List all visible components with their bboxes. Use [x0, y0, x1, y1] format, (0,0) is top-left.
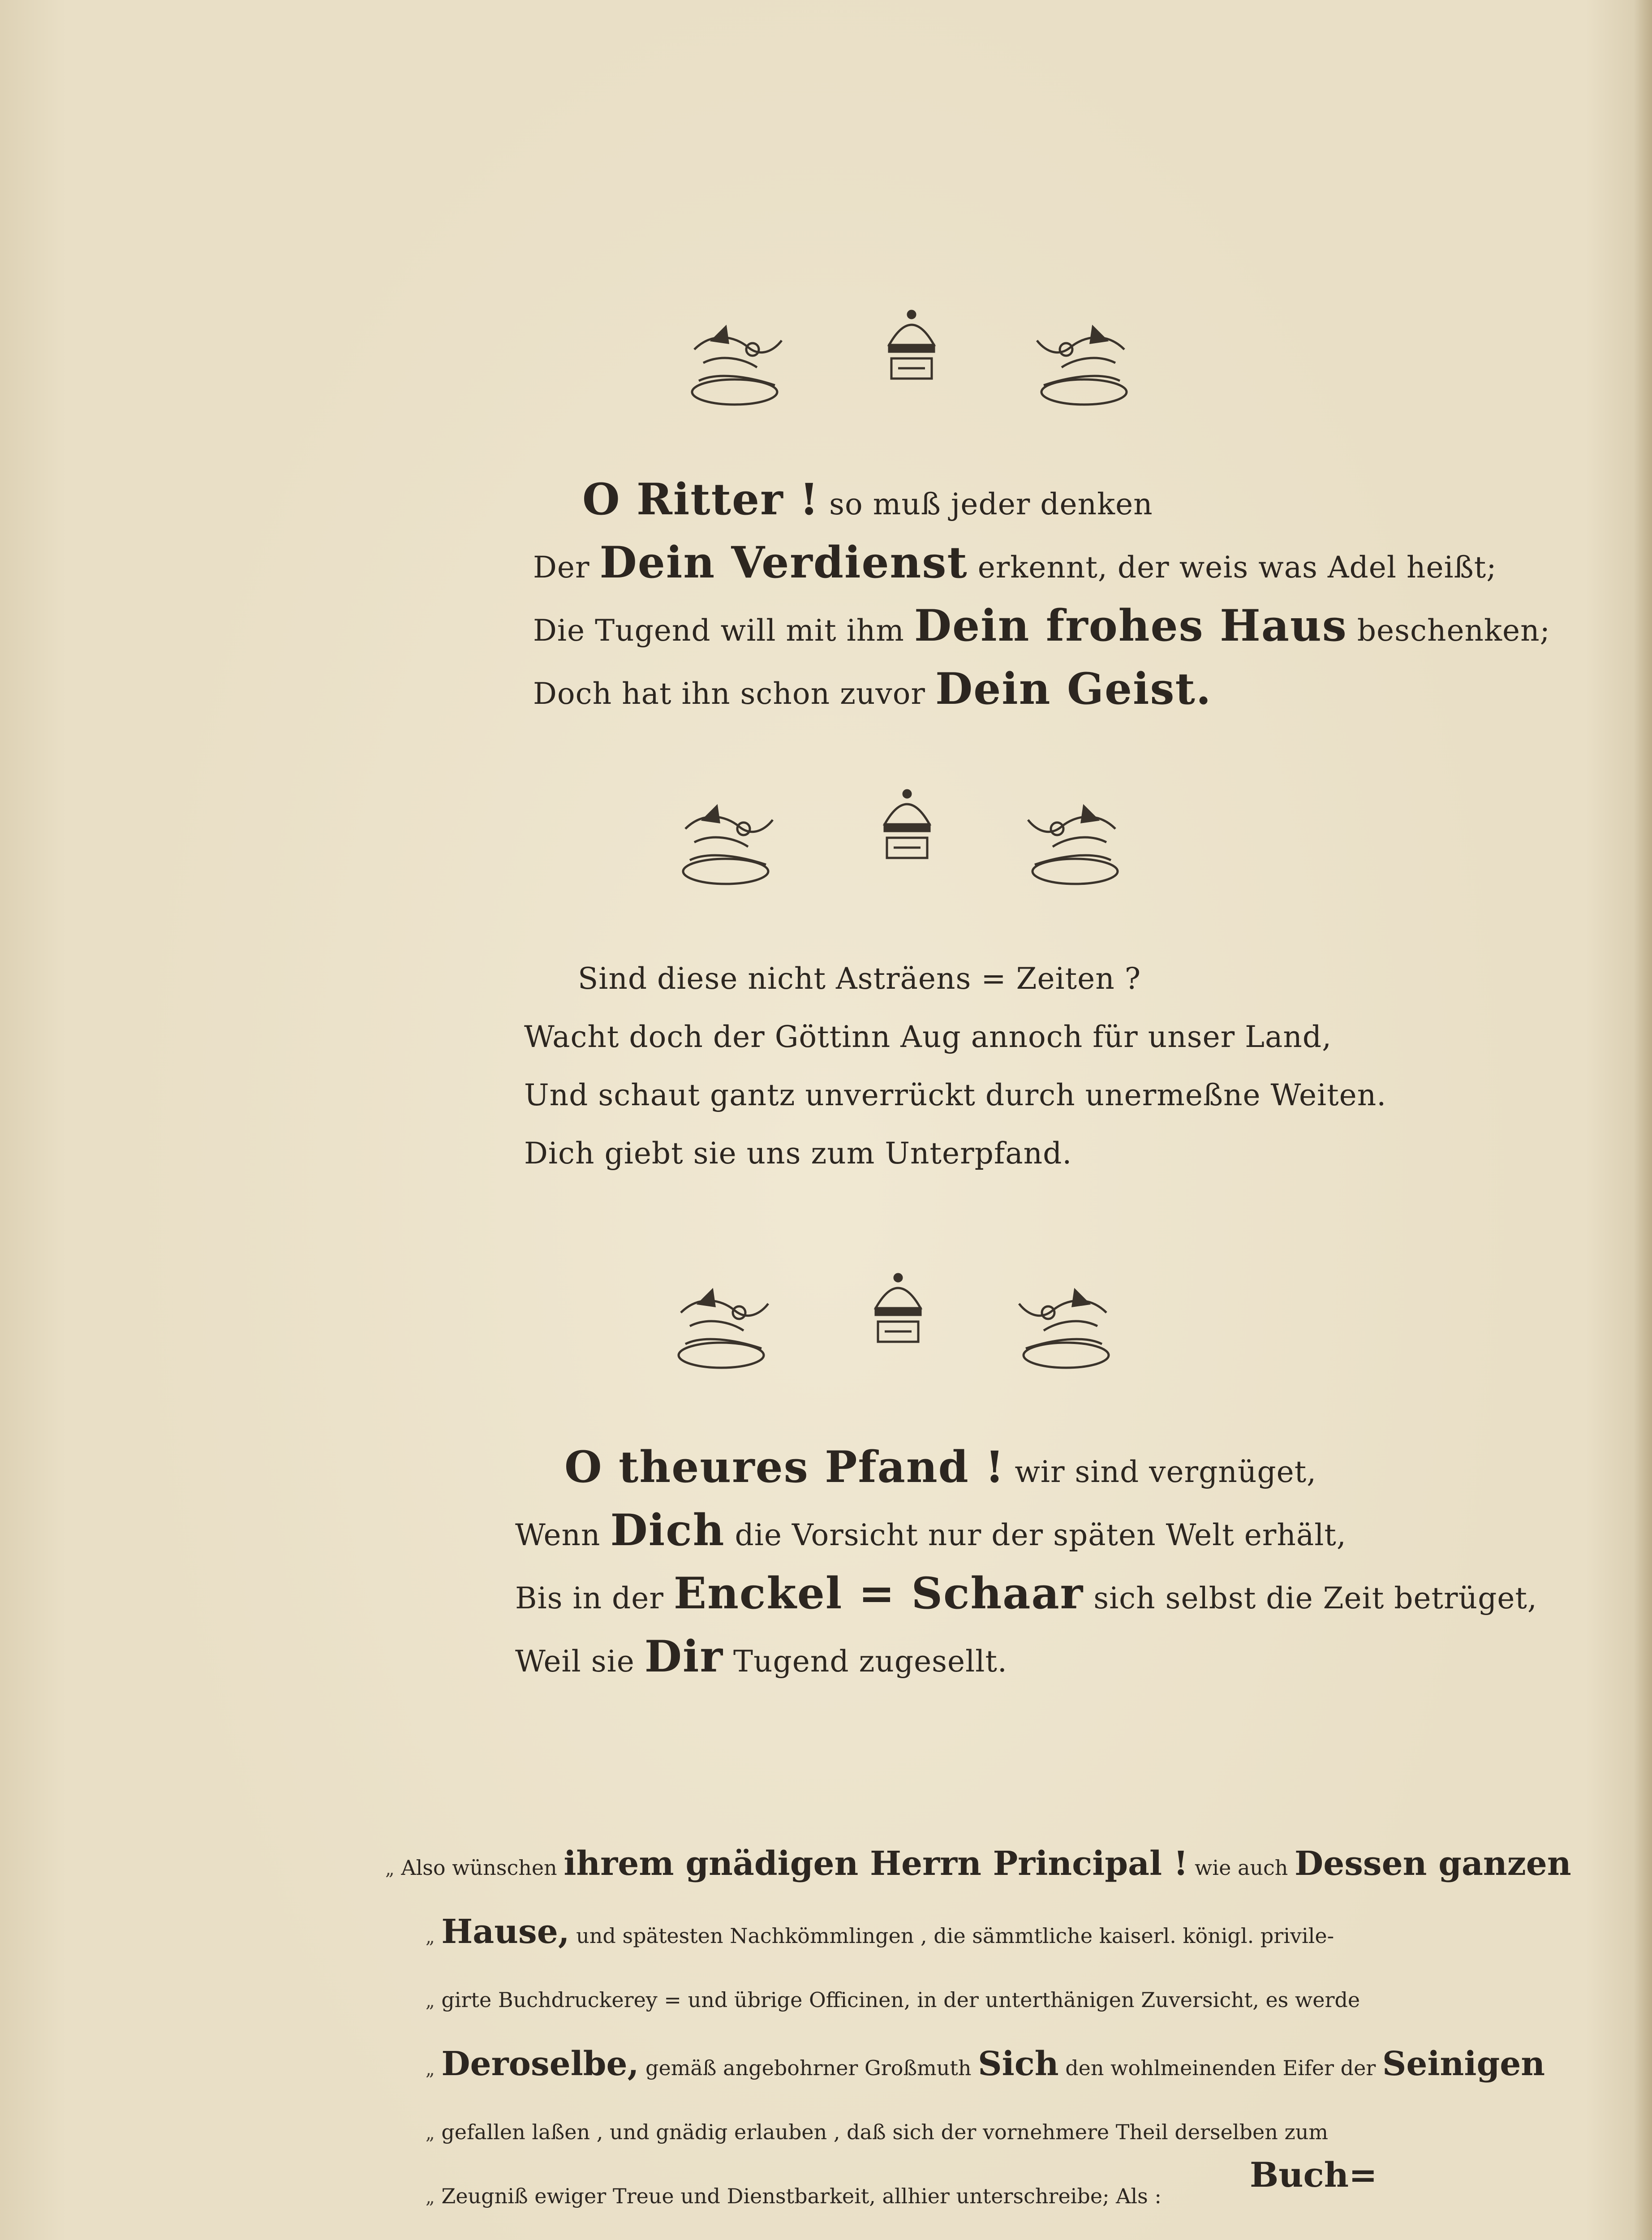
note-text: wie auch: [1188, 1856, 1295, 1880]
note-text-emphasis: Hause,: [441, 1913, 570, 1951]
quote-mark: „: [426, 1927, 435, 1947]
stanza-text: Tugend zugesellt.: [723, 1644, 1007, 1679]
stanza-text: die Vorsicht nur der späten Welt erhält,: [725, 1518, 1347, 1552]
stanza-text-emphasis: O theures Pfand !: [564, 1442, 1005, 1492]
note-text: gemäß angebohrner Großmuth: [639, 2056, 978, 2080]
stanza-text: Wenn: [515, 1518, 611, 1552]
stanza-line: [515, 1628, 1366, 1691]
note-text: gefallen laßen , und gnädig erlauben , daß sich der vornehmere Theil derselben zum: [441, 2120, 1328, 2144]
stanza-line: [515, 1564, 1537, 1628]
note-text: Zeugniß ewiger Treue und Dienstbarkeit, allhier unterschreibe; Als :: [441, 2184, 1162, 2208]
ornament-row-3: [0, 1263, 1652, 1389]
stanza-line: [515, 660, 1366, 723]
stanza-1: [515, 470, 1550, 723]
stanza-text: Wacht doch der Göttinn Aug annoch für unser Land,: [524, 1020, 1332, 1054]
stanza-text: Der: [533, 550, 600, 585]
note-line: [385, 2165, 1389, 2229]
stanza-2: [515, 950, 1387, 1183]
stanza-text-emphasis: Dein Verdienst: [599, 537, 968, 588]
stanza-line: [515, 534, 1497, 597]
stanza-text-emphasis: Dein Geist.: [935, 663, 1212, 714]
stanza-text-emphasis: Enckel = Schaar: [673, 1568, 1084, 1619]
stanza-text: Und schaut gantz unverrückt durch unermeßne Weiten.: [524, 1078, 1387, 1112]
stanza-line: [515, 1501, 1366, 1564]
stanza-line: [515, 1008, 1366, 1066]
stanza-line: [515, 597, 1550, 660]
stanza-line: [515, 1438, 1366, 1501]
note-text: und spätesten Nachkömmlingen , die sämmtliche kaiserl. königl. privile-: [569, 1924, 1334, 1948]
stanza-text-emphasis: Dein frohes Haus: [914, 600, 1347, 651]
stanza-line: [515, 1124, 1366, 1183]
note-line: [385, 1969, 1389, 2033]
left-cherub-ornament-icon: [676, 802, 779, 887]
note-line: [385, 1900, 1389, 1969]
quote-mark: „: [426, 2059, 435, 2080]
stanza-text: Dich giebt sie uns zum Unterpfand.: [524, 1136, 1072, 1171]
note-text-emphasis: Seinigen: [1382, 2045, 1545, 2083]
note-text: den wohlmeinenden Eifer der: [1058, 2056, 1382, 2080]
right-cherub-ornament-icon: [1030, 323, 1133, 408]
left-cherub-ornament-icon: [685, 323, 788, 408]
ornament-row-1: [0, 296, 1652, 421]
crown-ornament-icon: [867, 1268, 929, 1348]
left-cherub-ornament-icon: [672, 1286, 775, 1371]
quote-mark: „: [426, 2187, 435, 2208]
stanza-line: [515, 1066, 1387, 1124]
stanza-text: Die Tugend will mit ihm: [533, 613, 914, 648]
quote-mark: „: [426, 2123, 435, 2144]
stanza-text: Doch hat ihn schon zuvor: [533, 676, 935, 711]
ornament-row-2: [0, 780, 1652, 905]
note-line: [385, 2033, 1545, 2101]
stanza-line: [515, 950, 1366, 1008]
note-text-emphasis: Deroselbe,: [441, 2045, 639, 2083]
stanza-text: so muß jeder denken: [819, 487, 1153, 521]
stanza-text: erkennt, der weis was Adel heißt;: [968, 550, 1497, 585]
stanza-line: [515, 470, 1366, 534]
crown-ornament-icon: [876, 784, 938, 865]
stanza-text: beschenken;: [1347, 613, 1550, 648]
quote-mark: „: [385, 1859, 395, 1879]
stanza-text: Weil sie: [515, 1644, 645, 1679]
closing-note: [385, 1832, 1571, 2229]
stanza-text-emphasis: O Ritter !: [582, 474, 820, 525]
stanza-text: sich selbst die Zeit betrüget,: [1084, 1581, 1537, 1615]
stanza-text: Bis in der: [515, 1581, 674, 1615]
stanza-3: [515, 1438, 1537, 1691]
note-text-emphasis: ihrem gnädigen Herrn Principal !: [564, 1844, 1188, 1883]
note-text: Also wünschen: [401, 1856, 564, 1880]
note-text-emphasis: Sich: [978, 2045, 1059, 2083]
note-text: girte Buchdruckerey = und übrige Officinen, in der unterthänigen Zuversicht, es werde: [441, 1988, 1360, 2012]
catchword: Buch=: [1250, 2155, 1377, 2195]
note-line: [385, 2101, 1389, 2165]
right-cherub-ornament-icon: [1021, 802, 1124, 887]
crown-ornament-icon: [880, 305, 943, 385]
stanza-text-emphasis: Dich: [610, 1505, 725, 1555]
quote-mark: „: [426, 1991, 435, 2012]
note-line: [385, 1832, 1571, 1900]
right-cherub-ornament-icon: [1012, 1286, 1115, 1371]
note-text-emphasis: Dessen ganzen: [1295, 1844, 1571, 1883]
stanza-text: Sind diese nicht Asträens = Zeiten ?: [578, 961, 1141, 996]
stanza-text: wir sind vergnüget,: [1005, 1455, 1317, 1489]
stanza-text-emphasis: Dir: [644, 1631, 724, 1682]
